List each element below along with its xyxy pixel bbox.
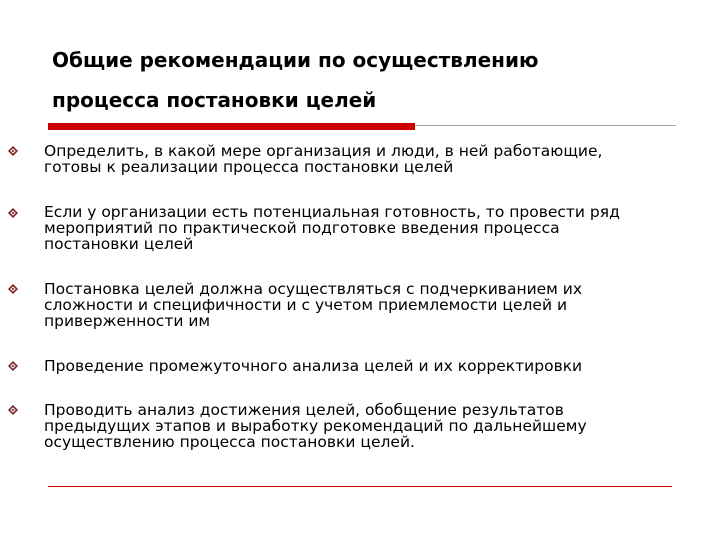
bullet-3-line-1: Постановка целей должна осуществляться с подчеркиванием их	[44, 280, 583, 298]
bullet-text-5	[44, 402, 694, 450]
bullet-1-line-1: Определить, в какой мере организация и люди, в ней работающие,	[44, 142, 603, 160]
slide-title-line-2: процесса постановки целей	[52, 88, 377, 112]
bullet-3-line-3: приверженности им	[44, 312, 211, 330]
bullet-4-line-1: Проведение промежуточного анализа целей и их корректировки	[44, 357, 583, 375]
diamond-bullet-icon	[8, 284, 18, 294]
bullet-2-line-3: постановки целей	[44, 235, 194, 253]
slide-title-line-1: Общие рекомендации по осуществлению	[52, 48, 539, 72]
bullet-text-1	[44, 143, 694, 175]
bullet-text-2	[44, 204, 694, 252]
bullet-2-line-2: мероприятий по практической подготовке введения процесса	[44, 219, 560, 237]
diamond-bullet-icon	[8, 405, 18, 415]
bullet-5-line-2: предыдущих этапов и выработку рекомендаций по дальнейшему	[44, 417, 587, 435]
bullet-5-line-3: осуществлению процесса постановки целей.	[44, 433, 415, 451]
bullet-text-4	[44, 358, 694, 374]
bullet-text-3	[44, 281, 694, 329]
bullet-1-line-2: готовы к реализации процесса постановки целей	[44, 158, 454, 176]
diamond-bullet-icon	[8, 208, 18, 218]
footer-divider	[48, 486, 672, 487]
bullet-3-line-2: сложности и специфичности и с учетом приемлемости целей и	[44, 296, 568, 314]
diamond-bullet-icon	[8, 146, 18, 156]
bullet-5-line-1: Проводить анализ достижения целей, обобщение результатов	[44, 401, 564, 419]
diamond-bullet-icon	[8, 361, 18, 371]
bullet-2-line-1: Если у организации есть потенциальная готовность, то провести ряд	[44, 203, 620, 221]
